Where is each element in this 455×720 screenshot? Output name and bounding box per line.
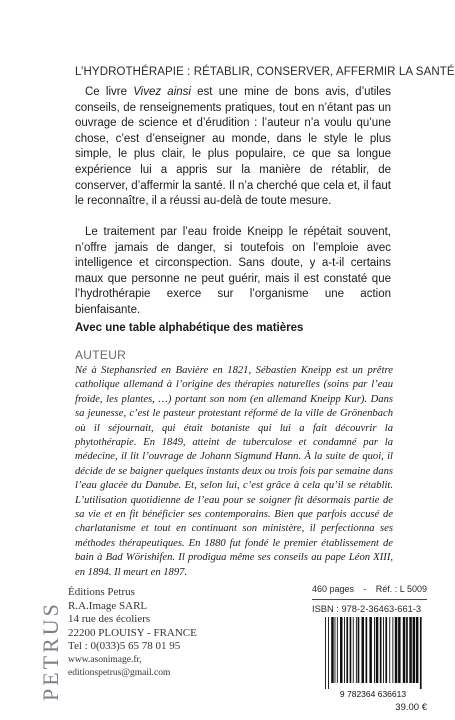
reference-code: Réf. : L 5009 [375,584,427,594]
publisher-name: Éditions Petrus [68,586,135,598]
page-count: 460 pages [312,584,355,594]
petrus-logo [38,583,63,703]
author-bio: Né à Stephansried en Bavière en 1821, Sébastien Kneipp est un prêtre catholique allemand à l’origine des thérapies naturelles (soins par l’eau froide, les plantes, …) portant son nom (en allemand Kneipp Kur). Dans sa jeunesse, c’est le pasteur protestant réformé de la ville de Grönenbach où il séjournait, qui était botaniste qui lui a fait découvrir la phytothérapie. En 1849, atteint de tuberculose et condamné par la médecine, il lit l’ouvrage de Johann Sigmund Hann. À la suite de quoi, il décide de se baigner quelques instants deux ou trois fois par semaine dans l’eau glacée du Danube. Et, selon lui, c’est grâce à cela qu’il se rétablit. L’utilisation quotidienne de l’eau pour se soigner fit désormais partie de sa vie et en fit bénéficier ses contemporains. Bien que parfois accusé de charlatanisme et tout en continuant son ministère, il perfectionna ses méthodes thérapeutiques. En 1880 fut fondé le premier établissement de bain à Bad Wörishifen. Il prodigua même ses conseils au pape Léon XIII, en 1894. Il meurt en 1897. [75,365,393,578]
barcode-bar [380,617,382,683]
publisher-address [68,586,218,681]
barcode-bar [420,617,422,689]
barcode-bar [398,617,401,683]
author-heading: AUTEUR [75,348,127,362]
barcode-bar [340,617,343,683]
barcode-bar [356,617,357,683]
intro-paragraph-1: Ce livre Vivez ainsi est une mine de bons avis, d’utiles conseils, de renseignements pratiques, tout en n’étant pas un ouvrage de science et d’érudition : l’auteur n’a voulu qu’une chose, c’est d’enseigner au monde, dans le style le plus simple, le plus clair, le plus populaire, ce que sa longue expérience lui a appris sur la manière de rétablir, de conserver, d’affermir la santé. Il n’a cherché que cela et, il faut le reconnaître, il a réussi au-delà de toute mesure. [75,86,391,208]
section-title: L’HYDROTHÉRAPIE : RÉTABLIR, CONSERVER, AFFERMIR LA SANTÉ [75,66,455,78]
intro-paragraph-2: Le traitement par l’eau froide Kneipp le répétait souvent, n’offre jamais de danger, si toutefois on l’emploie avec intelligence et circonspection. Sans doute, y a-t-il certains maux que personne ne peut guérir, mais il est constaté que l’hydrothérapie exerce sur l’organisme une action bienfaisante. [75,226,391,316]
barcode-bar [409,617,412,683]
barcode-bar [346,617,348,683]
barcode-bar [403,617,406,683]
book-title-italic: Vivez ainsi [133,86,191,98]
publisher-street: 14 rue des écoliers [68,613,151,625]
barcode-bar [374,617,375,683]
divider [312,599,427,600]
publisher-email: editionspetrus@gmail.com [68,668,171,678]
barcode-bar [389,617,390,683]
barcode-bar [344,617,345,683]
isbn-barcode [319,615,427,699]
barcode-bar [335,617,336,683]
petrus-logo-mark [38,583,63,703]
publisher-website: www.asonimage.fr, [68,654,142,665]
meta-separator: - [363,584,367,594]
barcode-digits: 9 782364 636613 [339,689,407,699]
barcode-bar [383,617,384,683]
book-meta [312,584,427,614]
barcode-bar [413,617,416,683]
isbn-label: ISBN : 978-2-36463-661-3 [312,604,422,614]
publisher-phone: Tel : 0(033)5 65 78 01 95 [68,640,181,652]
barcode-bar [416,617,419,683]
barcode-bar [369,617,372,683]
publisher-company: R.A.Image SARL [68,599,148,612]
table-of-contents-note: Avec une table alphabétique des matières [75,322,304,334]
barcode-bar [350,617,352,683]
barcode-bar [392,617,393,683]
barcode-bar [337,617,338,683]
barcode-bar [358,617,360,683]
publisher-city: 22200 PLOUISY - FRANCE [68,626,197,639]
barcode-bar [325,617,326,689]
barcode-bar [395,617,398,683]
barcode-bar [328,617,329,689]
barcode-bar [353,617,354,683]
price: 39.00 € [395,702,427,713]
barcode-graphic [319,615,427,699]
logo-lettering: PETRUS [38,601,63,701]
barcode-bar [376,617,379,683]
barcode-bar [385,617,387,683]
barcode-bar [362,617,365,683]
barcode-bar [406,617,408,683]
barcode-bar [331,617,334,683]
barcode-bar [366,617,368,683]
